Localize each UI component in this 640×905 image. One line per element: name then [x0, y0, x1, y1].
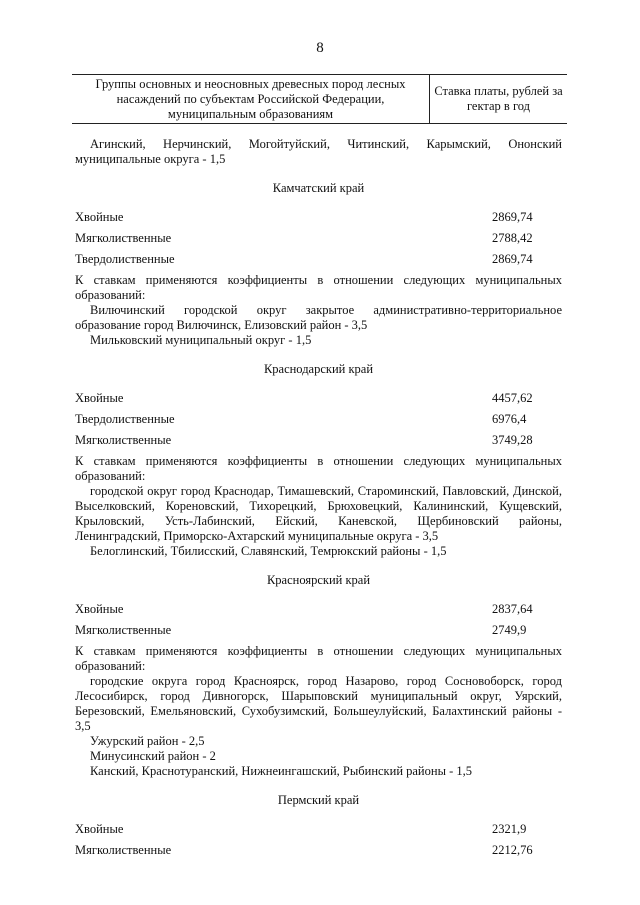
coefficient-line: Мильковский муниципальный округ - 1,5 [90, 333, 312, 347]
rate-value: 2212,76 [492, 843, 533, 857]
rate-row [75, 623, 562, 638]
coefficient-intro: К ставкам применяются коэффициенты в отношении следующих муниципальных образований: [75, 644, 562, 673]
document-body [75, 137, 562, 864]
coefficient-line: Вилючинский городской округ закрытое административно-территориальное образование город Вилючинск, Елизовский район - 3,5 [75, 303, 562, 332]
rate-value: 4457,62 [492, 391, 533, 405]
page-number: 8 [316, 40, 324, 56]
rate-label: Мягколиственные [75, 843, 172, 857]
rate-value: 2837,64 [492, 602, 533, 616]
rate-row [75, 252, 562, 267]
rate-label: Хвойные [75, 822, 124, 836]
table-header [72, 74, 567, 124]
rate-label: Хвойные [75, 602, 124, 616]
coefficient-line: городские округа город Красноярск, город Назарово, город Сосновоборск, город Лесосибирск, город Дивногорск, Шарыповский муниципальный округ, Уярский, Березовский, Емельяновский, Сухобузимский, Большеулуйский, Балахтинский районы - 3,5 [75, 674, 562, 733]
rate-row [75, 231, 562, 246]
header-rate-column: Ставка платы, рублей за гектар в год [434, 84, 563, 113]
region-title-krasnodar: Краснодарский край [263, 362, 374, 376]
region-title-perm: Пермский край [277, 793, 360, 807]
rate-label: Мягколиственные [75, 623, 172, 637]
rate-row [75, 602, 562, 617]
coefficient-line: Ужурский район - 2,5 [90, 734, 205, 748]
rate-label: Твердолиственные [75, 412, 175, 426]
header-groups-column: Группы основных и неосновных древесных пород лесных насаждений по субъектам Российской Федерации, муниципальным образованиям [72, 75, 430, 123]
rate-value: 6976,4 [492, 412, 527, 426]
rate-label: Мягколиственные [75, 433, 172, 447]
region-title-krasnoyarsk: Красноярский край [266, 573, 371, 587]
coefficient-intro: К ставкам применяются коэффициенты в отношении следующих муниципальных образований: [75, 273, 562, 302]
rate-row [75, 412, 562, 427]
rate-label: Мягколиственные [75, 231, 172, 245]
rate-label: Хвойные [75, 391, 124, 405]
coefficient-line: Канский, Краснотуранский, Нижнеингашский, Рыбинский районы - 1,5 [90, 764, 473, 778]
rate-value: 2869,74 [492, 210, 533, 224]
rate-row [75, 822, 562, 837]
rate-row [75, 391, 562, 406]
region-title-kamchatka: Камчатский край [272, 181, 365, 195]
coefficient-line: Белоглинский, Тбилисский, Славянский, Темрюкский районы - 1,5 [90, 544, 447, 558]
intro-coefficient-text: Агинский, Нерчинский, Могойтуйский, Читинский, Карымский, Ононский муниципальные округа - 1,5 [75, 137, 562, 166]
coefficient-line: городской округ город Краснодар, Тимашевский, Староминский, Павловский, Динской, Выселковский, Кореновский, Тихорецкий, Брюховецкий, Калининский, Кущевский, Крыловский, Усть-Лабинский, Ейский, Каневской, Щербиновский районы, Ленинградский, Приморско-Ахтарский муниципальные округа - 3,5 [75, 484, 562, 543]
rate-value: 2869,74 [492, 252, 533, 266]
rate-value: 2321,9 [492, 822, 527, 836]
rate-value: 3749,28 [492, 433, 533, 447]
rate-label: Хвойные [75, 210, 124, 224]
rate-row [75, 843, 562, 858]
rate-row [75, 210, 562, 225]
rate-value: 2749,9 [492, 623, 527, 637]
rate-value: 2788,42 [492, 231, 533, 245]
coefficient-line: Минусинский район - 2 [90, 749, 216, 763]
coefficient-intro: К ставкам применяются коэффициенты в отношении следующих муниципальных образований: [75, 454, 562, 483]
rate-row [75, 433, 562, 448]
rate-label: Твердолиственные [75, 252, 175, 266]
